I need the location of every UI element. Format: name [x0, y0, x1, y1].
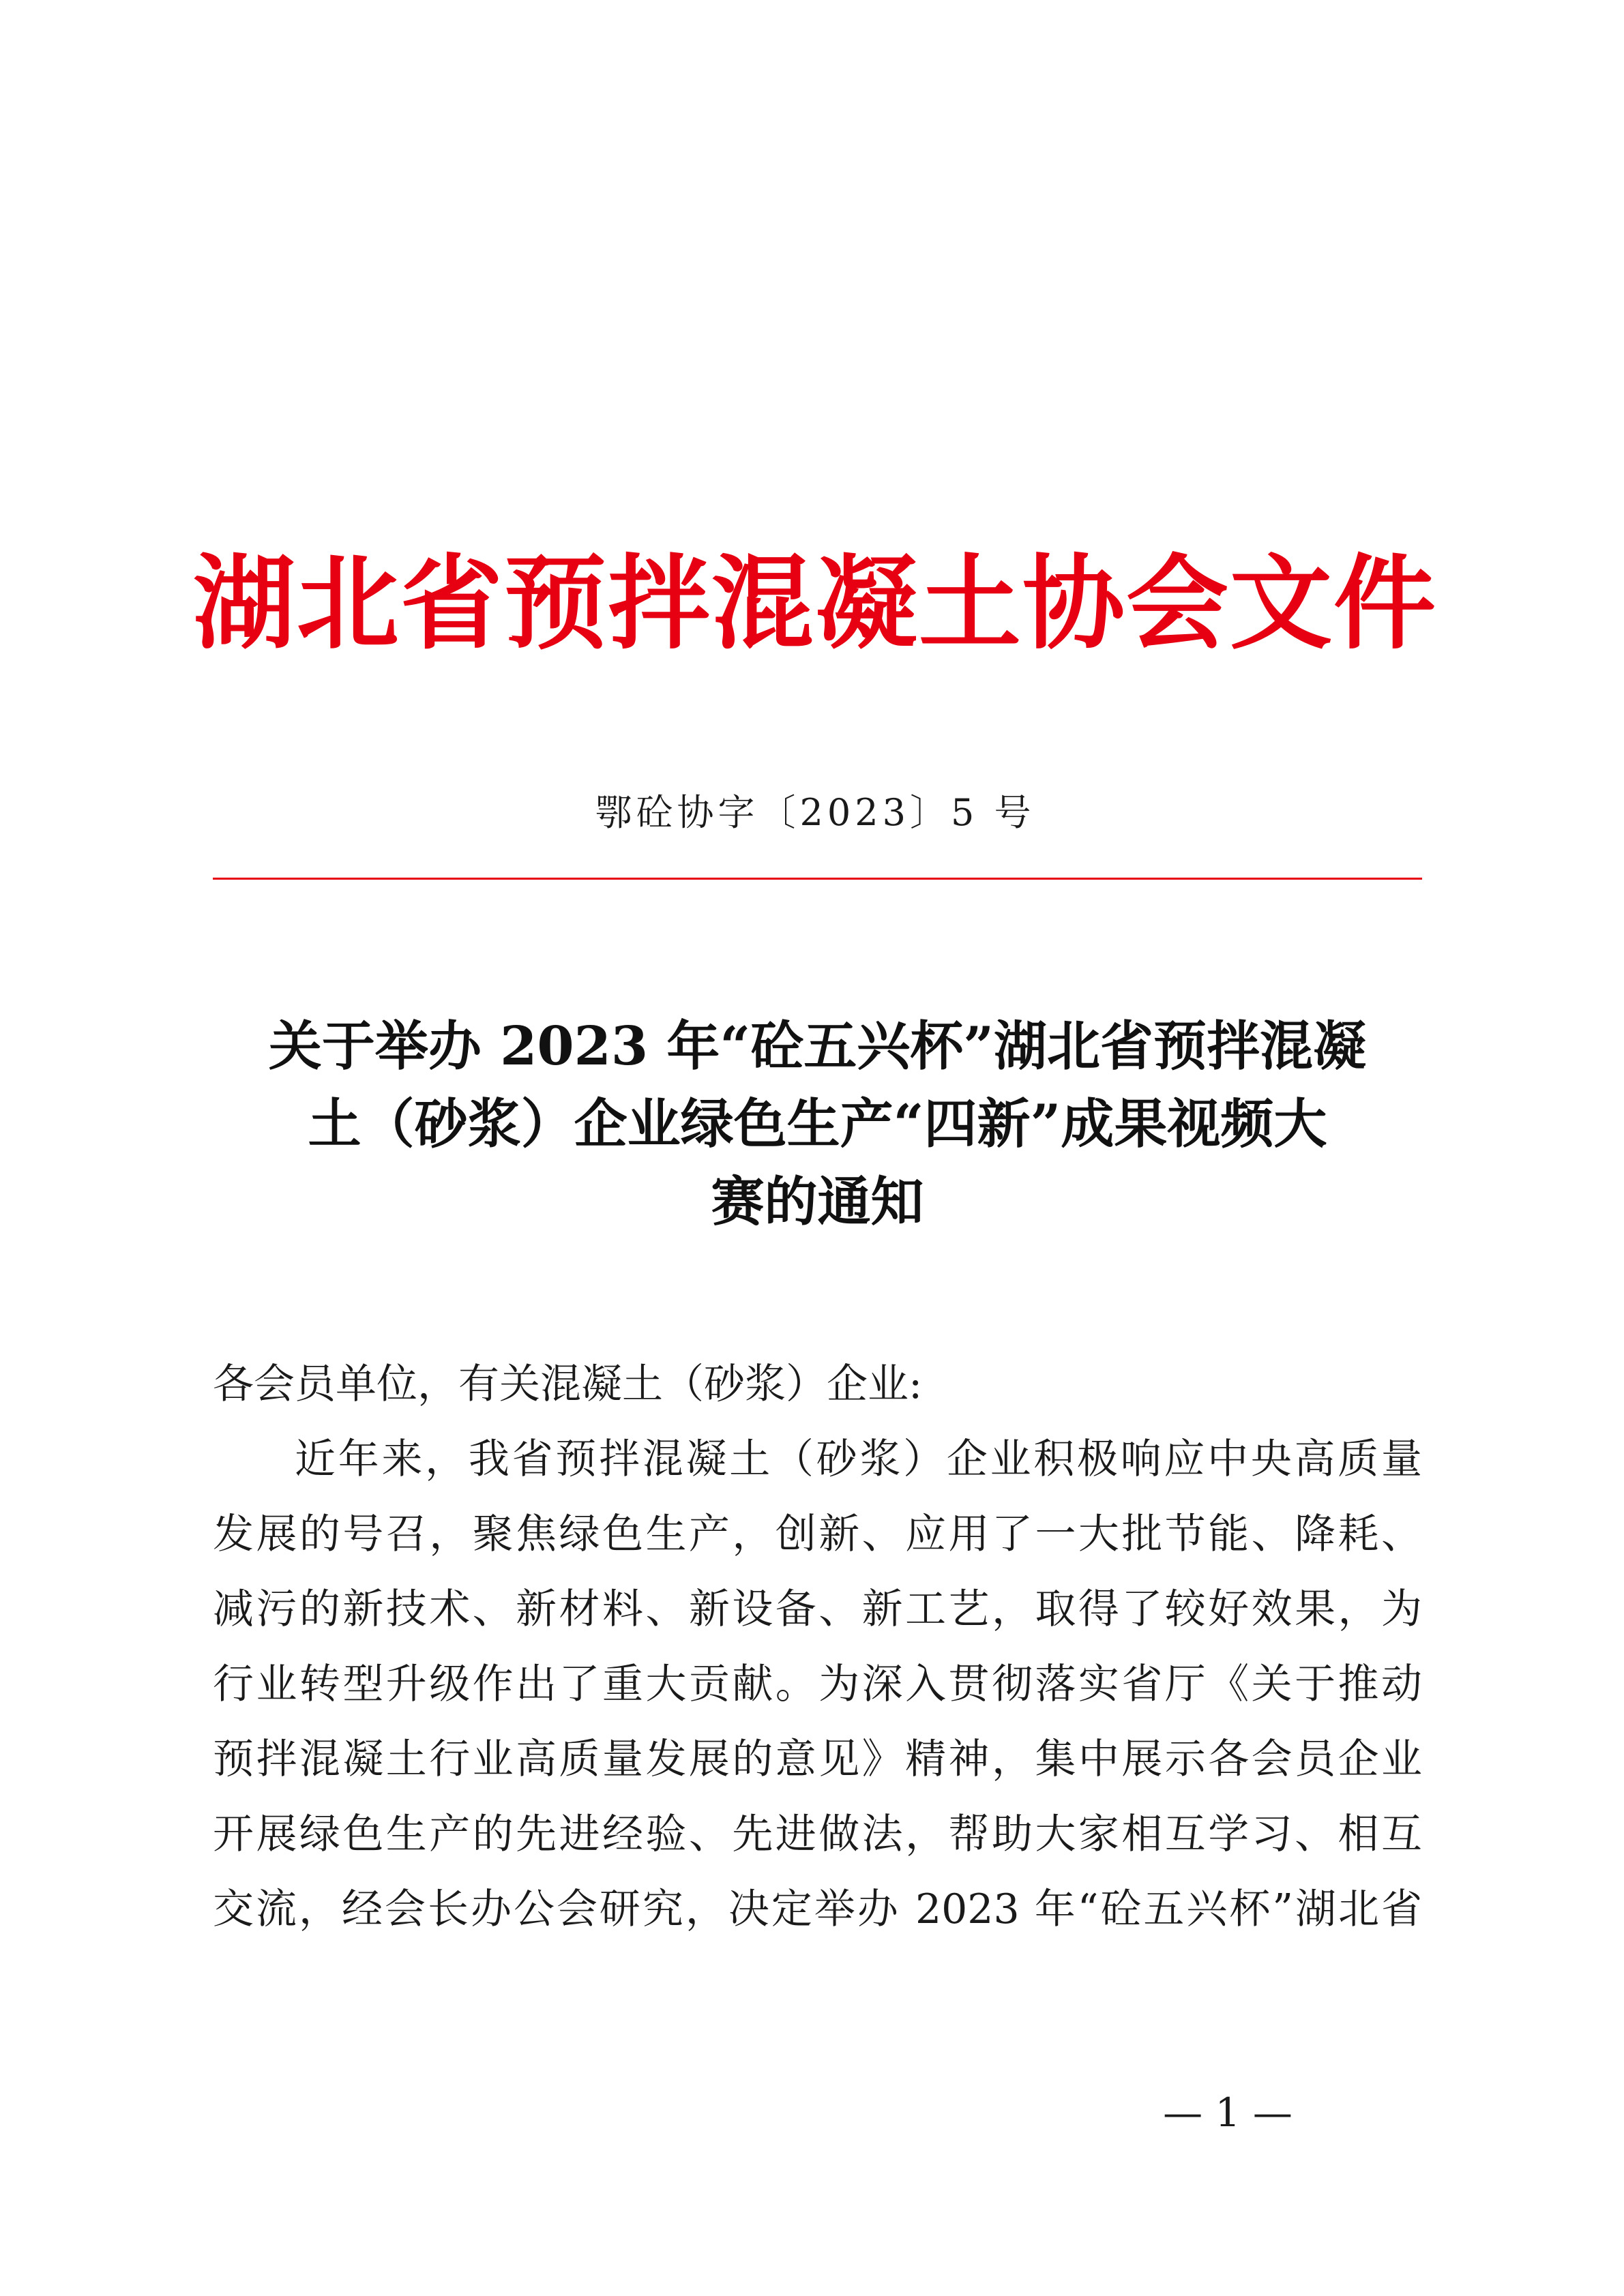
paragraph-line: 开展绿色生产的先进经验、先进做法，帮助大家相互学习、相互	[213, 1810, 1422, 1858]
page-number: — 1 —	[1163, 2089, 1293, 2136]
paragraph-line: 发展的号召，聚焦绿色生产，创新、应用了一大批节能、降耗、	[213, 1510, 1422, 1558]
paragraph-line: 减污的新技术、新材料、新设备、新工艺，取得了较好效果，为	[213, 1585, 1422, 1633]
notice-title	[213, 1008, 1422, 1241]
salutation: 各会员单位，有关混凝土（砂浆）企业:	[213, 1360, 923, 1408]
paragraph-line: 交流，经会长办公会研究，决定举办 2023 年“砼五兴杯”湖北省	[213, 1885, 1422, 1933]
notice-title-line: 赛的通知	[711, 1171, 924, 1233]
document-number: 鄂砼协字〔2023〕5 号	[595, 791, 1035, 834]
paragraph-line: 预拌混凝土行业高质量发展的意见》精神，集中展示各会员企业	[213, 1735, 1422, 1783]
notice-title-line: 关于举办 2023 年“砼五兴杯”湖北省预拌混凝	[268, 1015, 1367, 1077]
notice-body	[213, 1347, 1422, 1947]
paragraph-line: 近年来，我省预拌混凝土（砂浆）企业积极响应中央高质量	[295, 1435, 1422, 1483]
red-divider	[213, 878, 1422, 880]
issuer-masthead: 湖北省预拌混凝土协会文件	[192, 543, 1437, 664]
paragraph-line: 行业转型升级作出了重大贡献。为深入贯彻落实省厅《关于推动	[213, 1660, 1422, 1708]
notice-title-line: 土（砂浆）企业绿色生产“四新”成果视频大	[308, 1093, 1327, 1155]
